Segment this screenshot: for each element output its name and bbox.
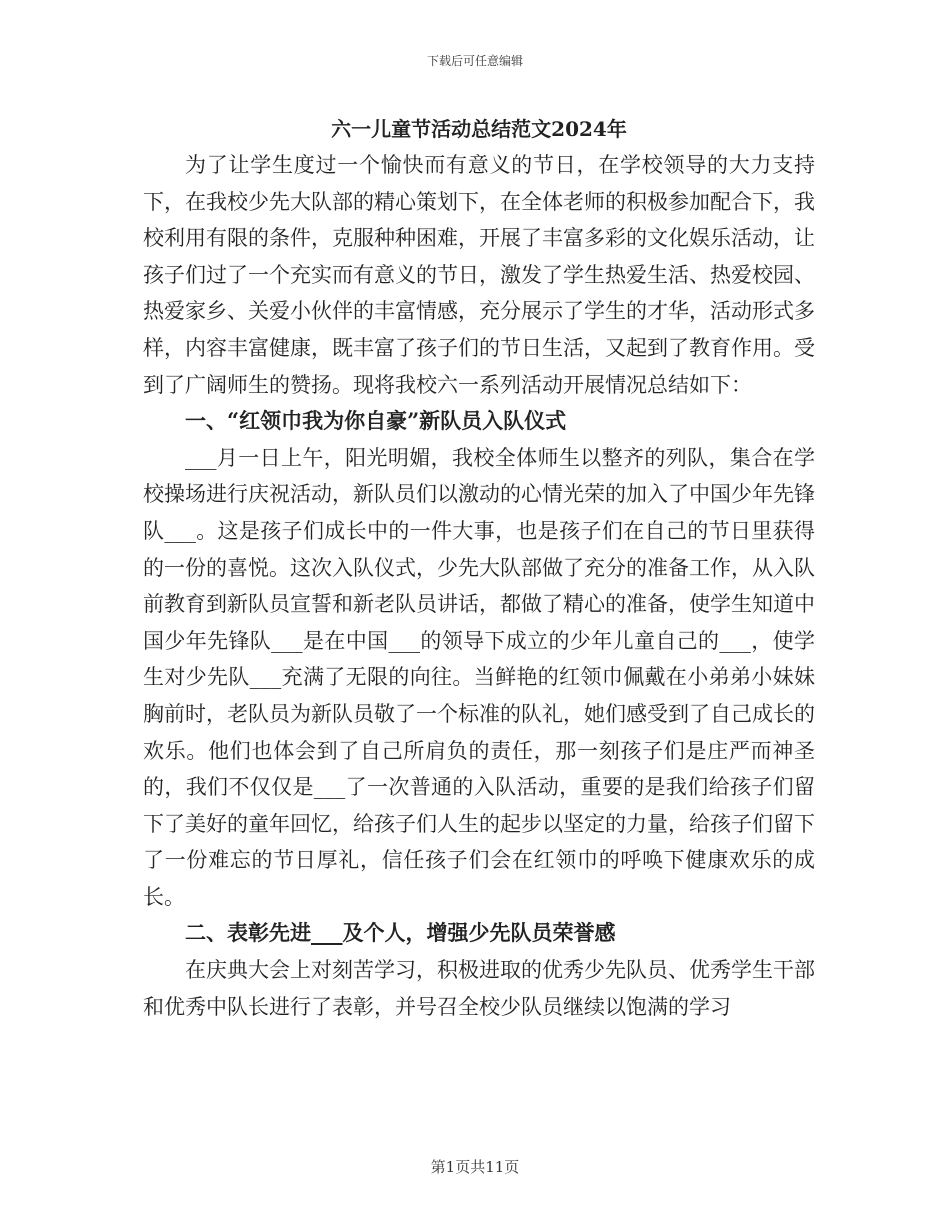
section-1-heading: 一、“红领巾我为你自豪”新队员入队仪式 — [185, 408, 567, 434]
intro-paragraph: 为了让学生度过一个愉快而有意义的节日，在学校领导的大力支持下，在我校少先大队部的精心策划下，在全体老师的积极参加配合下，我校利用有限的条件，克服种种困难，开展了丰富多彩的文化娱乐活动，让孩子们过了一个充实而有意义的节日，激发了学生热爱生活、热爱校园、热爱家乡、关爱小伙伴的丰富情感，充分展示了学生的才华，活动形式多样，内容丰富健康，既丰富了孩子们的节日生活，又起到了教育作用。受到了广阔师生的赞扬。现将我校六一系列活动开展情况总结如下： — [143, 153, 815, 397]
page-header-note: 下载后可任意编辑 — [426, 54, 523, 68]
section-2-heading: 二、表彰先进___及个人，增强少先队员荣誉感 — [185, 920, 616, 946]
section-1-paragraph: ___月一日上午，阳光明媚，我校全体师生以整齐的列队，集合在学校操场进行庆祝活动，新队员们以激动的心情光荣的加入了中国少年先锋队___。这是孩子们成长中的一件大事，也是孩子们在自己的节日里获得的一份的喜悦。这次入队仪式，少先大队部做了充分的准备工作，从入队前教育到新队员宣誓和新老队员讲话，都做了精心的准备，使学生知道中国少年先锋队___是在中国___的领导下成立的少年儿童自己的___，使学生对少先队___充满了无限的向往。当鲜艳的红领巾佩戴在小弟弟小妹妹胸前时，老队员为新队员敬了一个标准的队礼，她们感受到了自己成长的欢乐。他们也体会到了自己所肩负的责任，那一刻孩子们是庄严而神圣的，我们不仅仅是___了一次普通的入队活动，重要的是我们给孩子们留下了美好的童年回忆，给孩子们人生的起步以坚定的力量，给孩子们留下了一份难忘的节日厚礼，信任孩子们会在红领巾的呼唤下健康欢乐的成长。 — [143, 445, 815, 909]
section-2-paragraph: 在庆典大会上对刻苦学习，积极进取的优秀少先队员、优秀学生干部和优秀中队长进行了表彰，并号召全校少队员继续以饱满的学习 — [143, 958, 815, 1019]
document-title: 六一儿童节活动总结范文2024年 — [331, 117, 627, 141]
document-body — [143, 111, 815, 1025]
page-number: 第1页共11页 — [430, 1158, 520, 1176]
